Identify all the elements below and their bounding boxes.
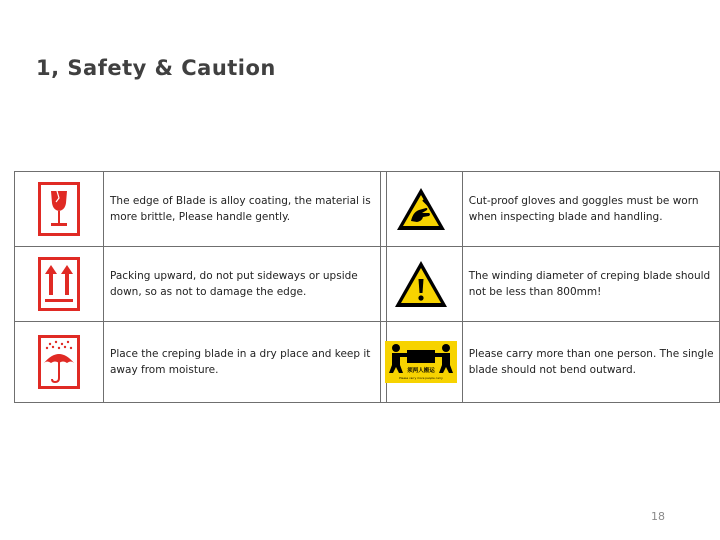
- table-row: [15, 247, 387, 322]
- caution-text: The edge of Blade is alloy coating, the material is more brittle, Please handle gently.: [104, 172, 387, 247]
- hand-cut-warning-icon: [395, 186, 447, 232]
- caution-text: Please carry more than one person. The single blade should not bend outward.: [462, 322, 719, 403]
- sign-label: 须两人搬运: [407, 368, 436, 374]
- safety-table-left: [14, 171, 387, 403]
- table-row: [15, 322, 387, 403]
- keep-dry-umbrella-icon: [38, 335, 80, 389]
- exclamation-warning-icon: [393, 259, 449, 309]
- table-row: [15, 172, 387, 247]
- caution-text: Packing upward, do not put sideways or upside down, so as not to damage the edge.: [104, 247, 387, 322]
- caution-text: Place the creping blade in a dry place and keep it away from moisture.: [104, 322, 387, 403]
- icon-cell: [381, 247, 463, 322]
- icon-cell: [381, 172, 463, 247]
- icon-cell: [15, 247, 104, 322]
- icon-cell: [381, 322, 463, 403]
- caution-text: The winding diameter of creping blade should not be less than 800mm!: [462, 247, 719, 322]
- page-number: 18: [651, 510, 665, 523]
- this-way-up-arrows-icon: [38, 257, 80, 311]
- slide-title: 1, Safety & Caution: [36, 56, 276, 80]
- table-row: [381, 247, 720, 322]
- fragile-glass-icon: [38, 182, 80, 236]
- two-person-carry-icon: [385, 341, 457, 383]
- icon-cell: [15, 172, 104, 247]
- table-row: [381, 172, 720, 247]
- table-row: [381, 322, 720, 403]
- caution-text: Cut-proof gloves and goggles must be worn when inspecting blade and handling.: [462, 172, 719, 247]
- safety-table-right: [380, 171, 720, 403]
- icon-cell: [15, 322, 104, 403]
- sign-sublabel: Please carry more people carry: [399, 376, 444, 380]
